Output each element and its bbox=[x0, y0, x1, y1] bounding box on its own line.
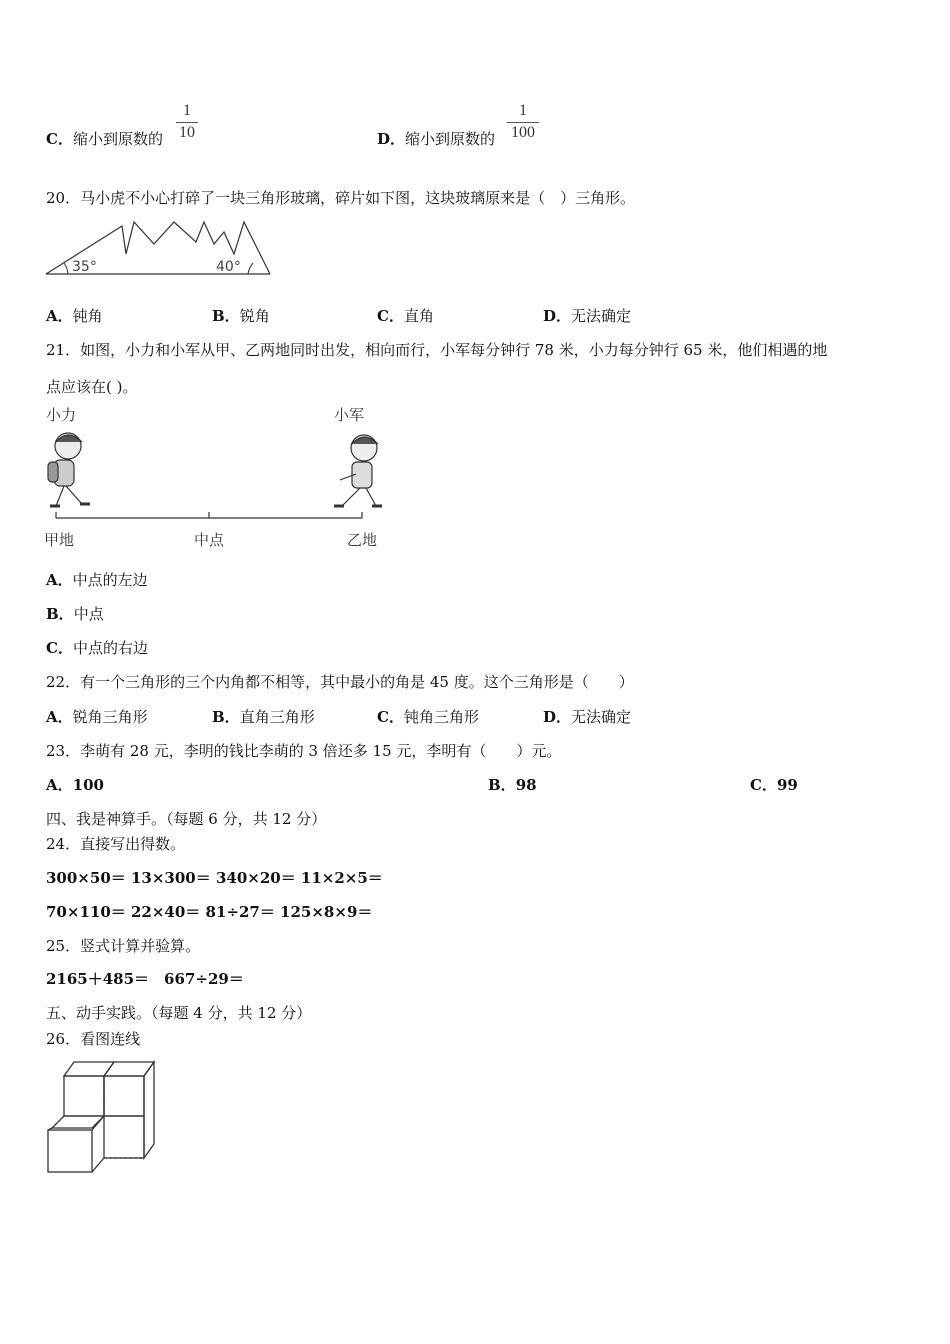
q25-row1: 2165＋485＝ 667÷29＝ bbox=[46, 970, 244, 988]
q20-option-c: C．直角 bbox=[377, 307, 434, 325]
q20-option-b: B．锐角 bbox=[212, 307, 270, 325]
q20-option-a: A．钝角 bbox=[46, 307, 103, 325]
q21-stem-line1: 21．如图，小力和小军从甲、乙两地同时出发，相向而行，小军每分钟行 78 米，小力每分钟行 65 米，他们相遇的地 bbox=[46, 341, 828, 359]
q19-option-d: D．缩小到原数的 bbox=[377, 130, 496, 148]
q21-option-c: C．中点的右边 bbox=[46, 639, 148, 657]
q24-row1: 300×50＝ 13×300＝ 340×20＝ 11×2×5＝ bbox=[46, 869, 383, 887]
q22-option-c: C．钝角三角形 bbox=[377, 708, 479, 726]
q23-option-a: A．100 bbox=[46, 776, 104, 794]
q23-option-c: C．99 bbox=[750, 776, 798, 794]
section5-title: 五、动手实践。（每题 4 分，共 12 分） bbox=[46, 1004, 312, 1022]
q20-option-d: D．无法确定 bbox=[543, 307, 632, 325]
q21-walking-figure bbox=[42, 402, 387, 554]
q22-stem: 22．有一个三角形的三个内角都不相等，其中最小的角是 45 度。这个三角形是（ ） bbox=[46, 673, 634, 691]
q26-stem: 26．看图连线 bbox=[46, 1030, 141, 1048]
q24-stem: 24．直接写出得数。 bbox=[46, 835, 186, 853]
q21-option-a: A．中点的左边 bbox=[46, 571, 148, 589]
q19-option-c-fraction: 1 10 bbox=[176, 102, 198, 142]
q22-option-a: A．锐角三角形 bbox=[46, 708, 148, 726]
boy-left-icon bbox=[48, 433, 90, 506]
q19-option-c: C．缩小到原数的 bbox=[46, 130, 163, 148]
q21-label-xiaojun: 小军 bbox=[334, 406, 365, 424]
q20-angle-right-label: 40° bbox=[216, 259, 241, 275]
q23-option-b: B．98 bbox=[488, 776, 537, 794]
q20-angle-left-label: 35° bbox=[72, 259, 97, 275]
q21-label-end: 乙地 bbox=[347, 531, 378, 549]
q19-option-d-fraction: 1 100 bbox=[507, 102, 539, 142]
q26-cube-figure bbox=[44, 1058, 160, 1178]
q21-label-mid: 中点 bbox=[194, 531, 225, 549]
q21-option-b: B．中点 bbox=[46, 605, 104, 623]
section4-title: 四、我是神算手。（每题 6 分，共 12 分） bbox=[46, 810, 327, 828]
q21-label-xiaoli: 小力 bbox=[46, 406, 77, 424]
q23-stem: 23．李萌有 28 元，李明的钱比李萌的 3 倍还多 15 元，李明有（ ）元。 bbox=[46, 742, 562, 760]
q22-option-d: D．无法确定 bbox=[543, 708, 632, 726]
q20-stem: 20．马小虎不小心打碎了一块三角形玻璃，碎片如下图，这块玻璃原来是（ ）三角形。 bbox=[46, 189, 636, 207]
q21-stem-line2: 点应该在( )。 bbox=[46, 378, 138, 396]
q24-row2: 70×110＝ 22×40＝ 81÷27＝ 125×8×9＝ bbox=[46, 903, 373, 921]
boy-right-icon bbox=[334, 435, 382, 506]
q25-stem: 25．竖式计算并验算。 bbox=[46, 937, 201, 955]
q22-option-b: B．直角三角形 bbox=[212, 708, 315, 726]
q20-broken-glass-figure bbox=[44, 214, 272, 278]
q21-label-start: 甲地 bbox=[44, 531, 75, 549]
